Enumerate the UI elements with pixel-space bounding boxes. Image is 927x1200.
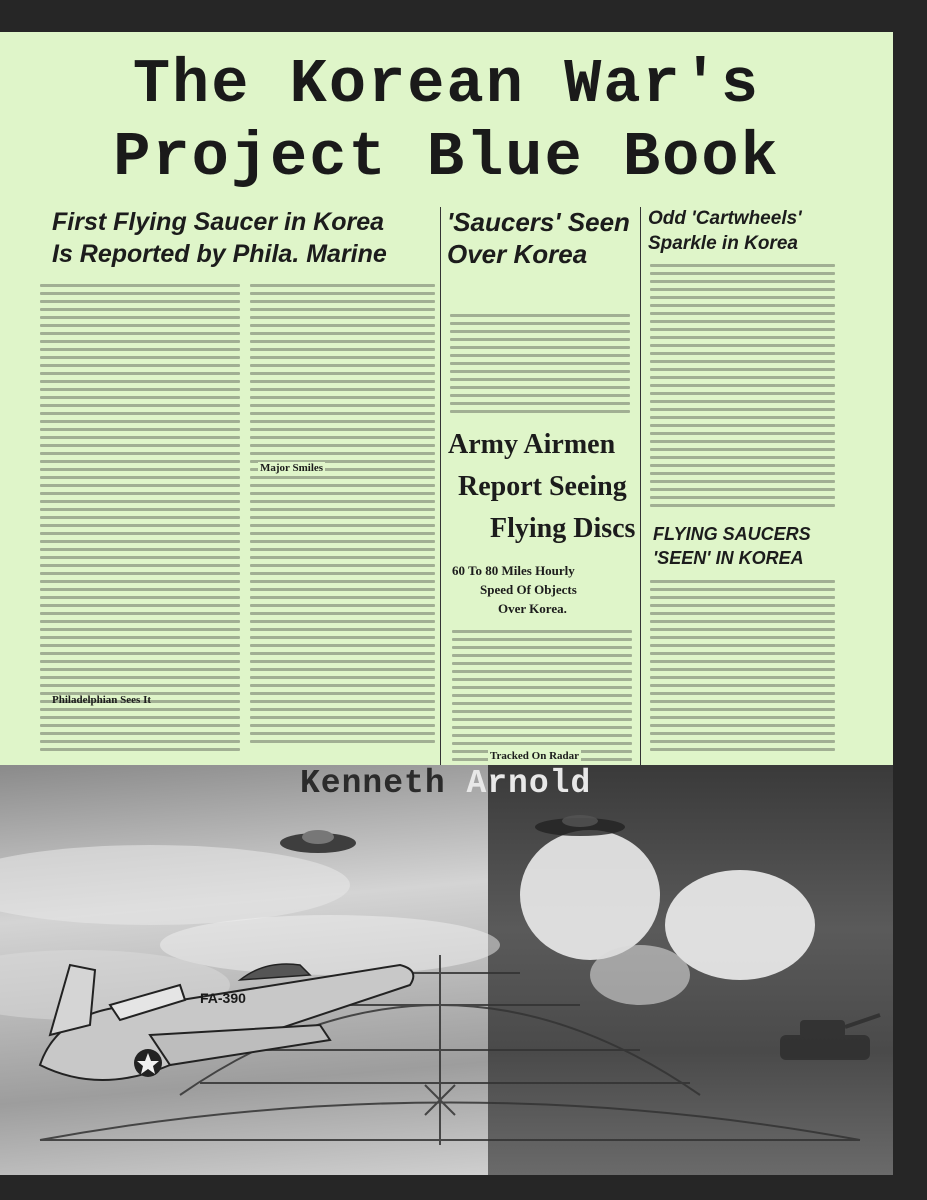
article-text-right [650,264,835,512]
author-name [300,765,591,802]
box-sub-1: 60 To 80 Miles Hourly [452,563,575,578]
author-last: Arnold [466,765,592,802]
headline-right-2: Sparkle in Korea [648,233,798,254]
headline-mid-1: 'Saucers' Seen [447,207,630,237]
title-line-2: Project Blue Book [113,122,780,193]
box-headline-3: Flying Discs [490,513,636,544]
headline-left-1: First Flying Saucer in Korea [52,208,385,236]
box-sub-2: Speed Of Objects [480,582,577,597]
photo-collage [0,765,893,1175]
flying-saucer-icon [535,815,625,836]
column-rule [440,207,441,767]
box-sub-3: Over Korea. [498,601,567,616]
author-first: Kenneth [300,765,446,802]
article-text-center [250,284,435,748]
bottom-frame [0,1175,927,1200]
box-headline-1: Army Airmen [448,429,616,460]
subhead-center: Major Smiles [260,462,324,474]
title-line-1: The Korean War's [132,49,761,120]
box-article-text [452,630,632,766]
right-headline-1: FLYING SAUCERS [653,524,811,544]
article-text-right-lower [650,580,835,756]
right-headline-2: 'SEEN' IN KOREA [653,548,804,568]
flying-saucer-icon [280,830,356,853]
article-text-left [40,284,240,756]
subhead-box: Tracked On Radar [490,750,580,762]
headline-left-2: Is Reported by Phila. Marine [52,240,387,268]
collage-artwork [0,765,893,1175]
box-headline-2: Report Seeing [458,471,627,502]
subhead-left: Philadelphian Sees It [52,694,152,706]
plane-marking: FA-390 [200,990,246,1006]
tank-icon [780,1015,880,1060]
article-text-mid [450,314,630,418]
newspaper-clippings [0,32,893,770]
headline-mid-2: Over Korea [447,239,588,269]
headline-right-1: Odd 'Cartwheels' [648,208,802,229]
column-rule [640,207,641,767]
